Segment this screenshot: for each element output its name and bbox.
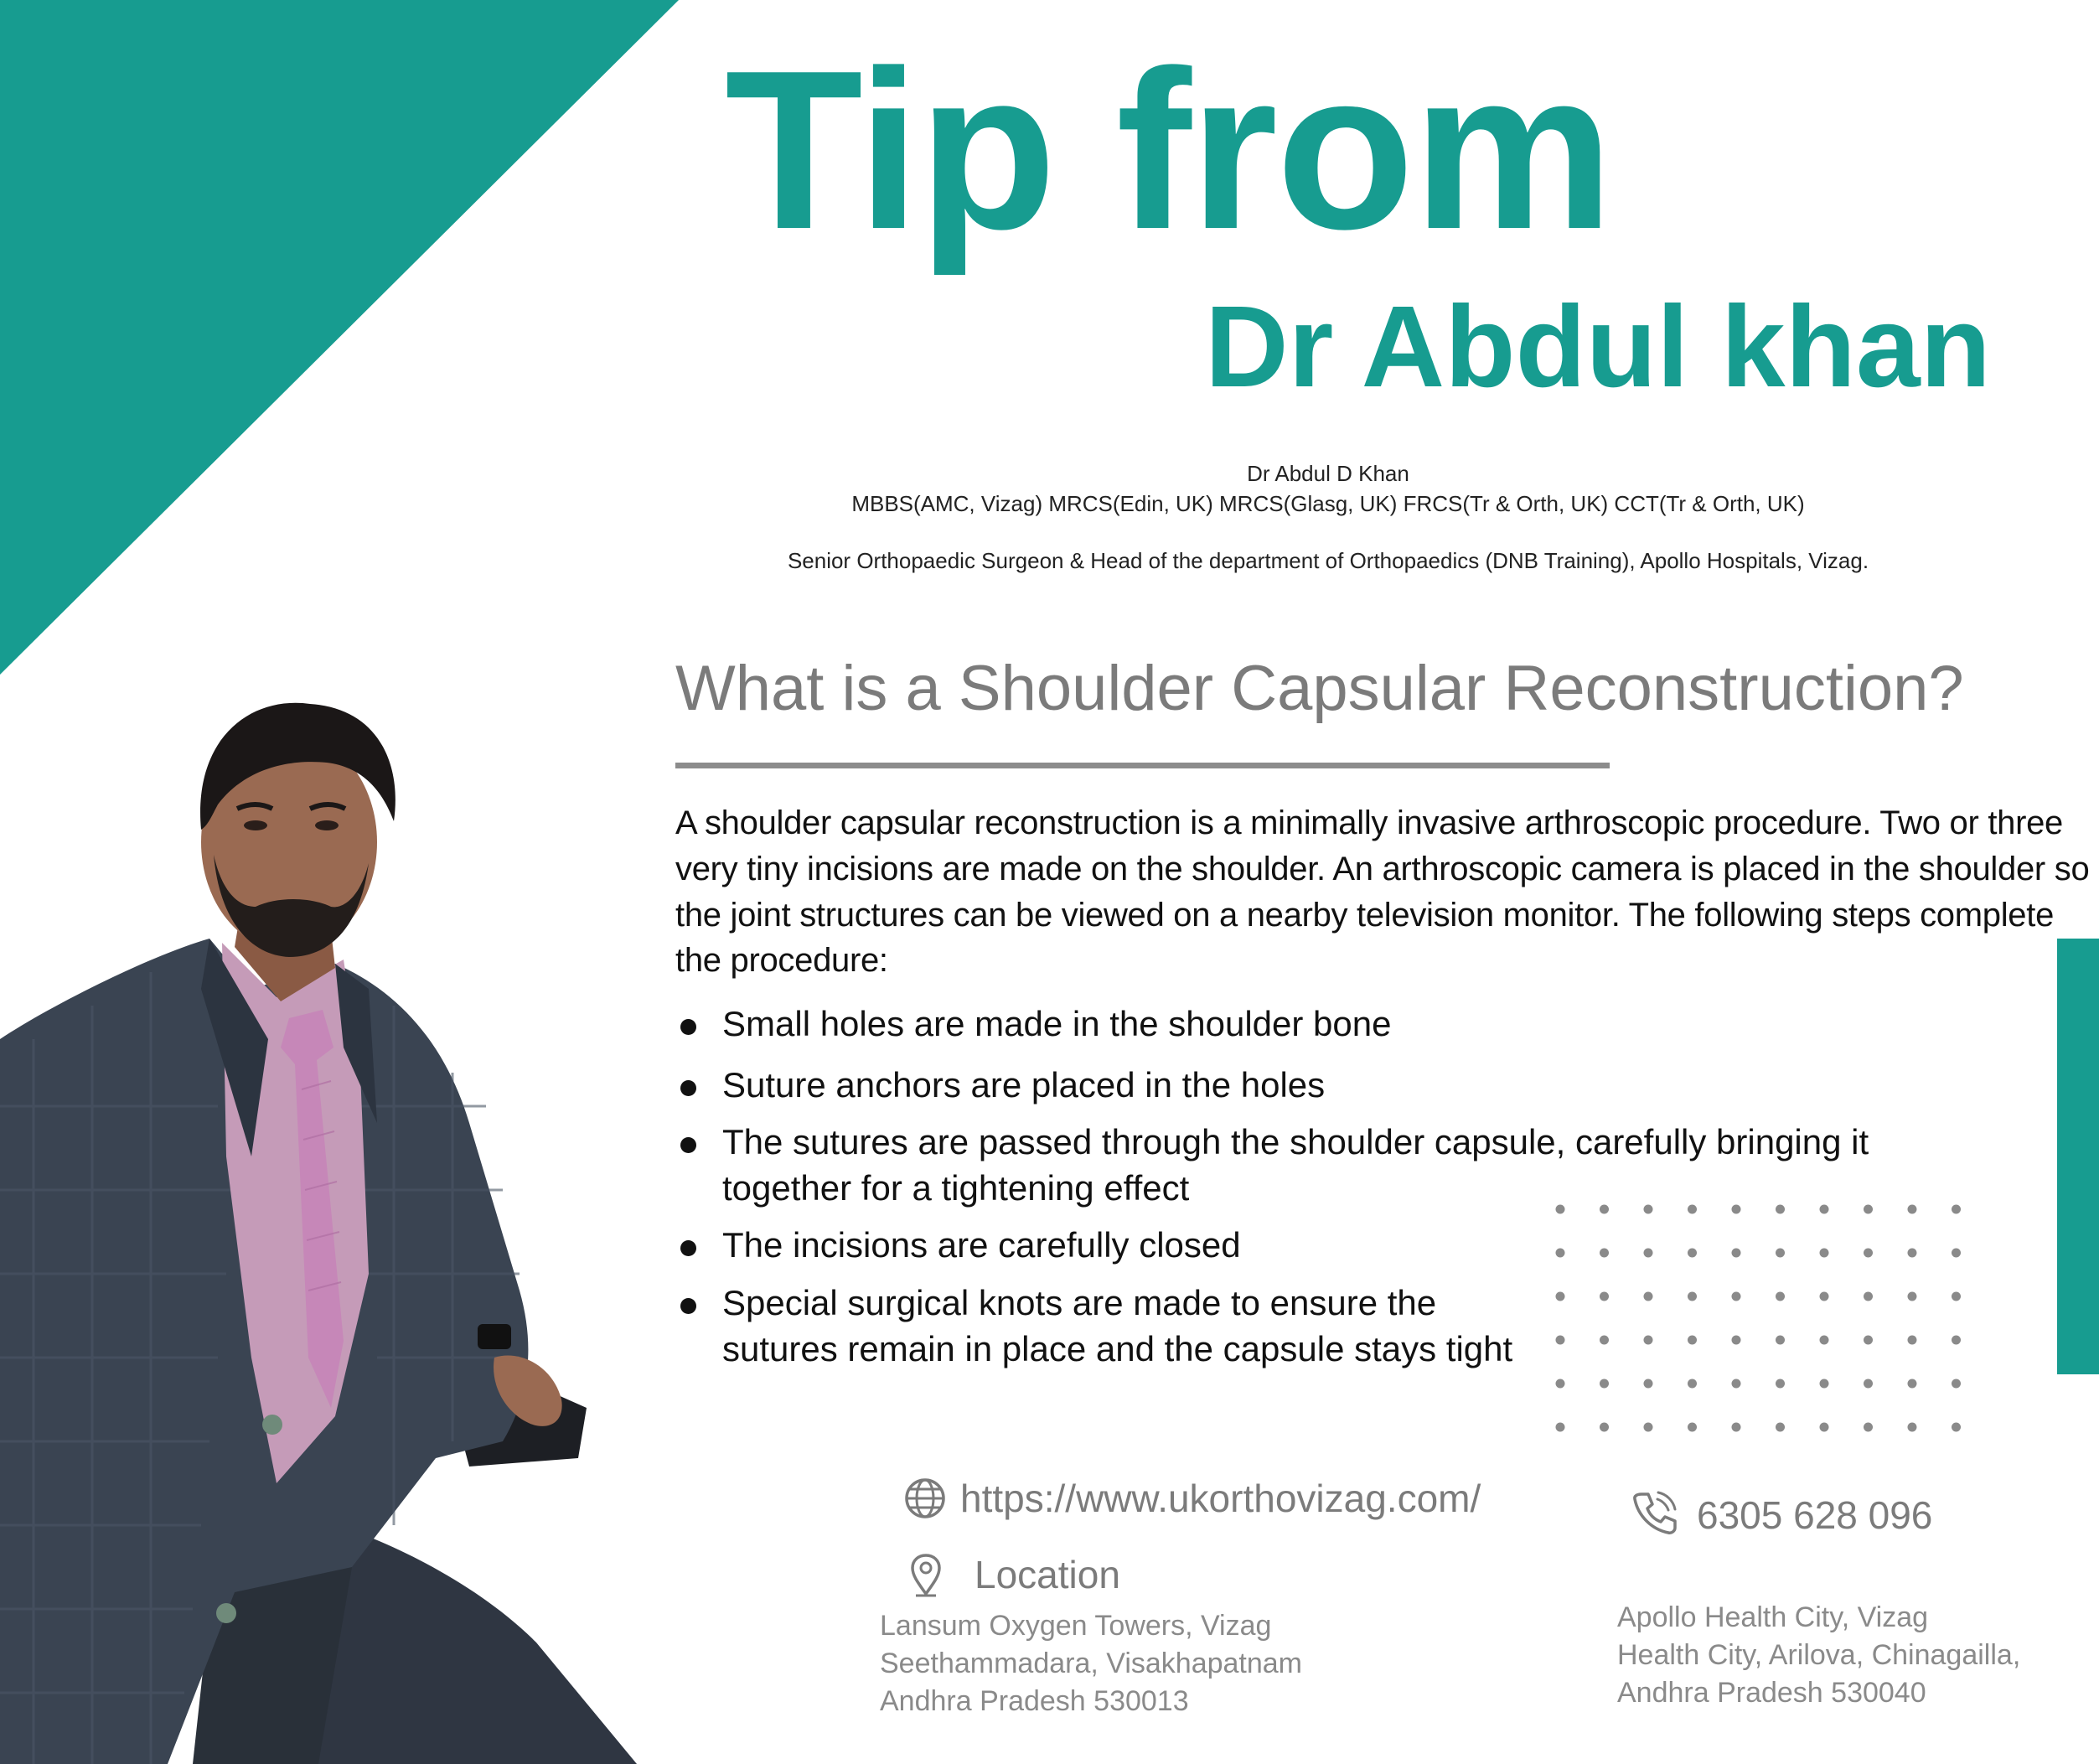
dot-grid-decoration — [1542, 1194, 1978, 1437]
grid-dot — [1952, 1379, 1961, 1389]
bullet-icon — [680, 1240, 696, 1256]
grid-dot — [1820, 1205, 1829, 1214]
grid-dot — [1864, 1379, 1873, 1389]
doctor-degrees: MBBS(AMC, Vizag) MRCS(Edin, UK) MRCS(Glasg, UK) FRCS(Tr & Orth, UK) CCT(Tr & Orth, UK) — [851, 491, 1805, 516]
grid-dot — [1688, 1249, 1697, 1258]
phone-number[interactable]: 6305 628 096 — [1697, 1493, 1933, 1537]
grid-dot — [1688, 1379, 1697, 1389]
grid-dot — [1864, 1423, 1873, 1432]
globe-icon — [903, 1477, 947, 1520]
doctor-full-name: Dr Abdul D Khan — [1247, 461, 1409, 486]
grid-dot — [1556, 1423, 1565, 1432]
bullet-icon — [680, 1298, 696, 1314]
grid-dot — [1600, 1205, 1609, 1214]
grid-dot — [1644, 1249, 1653, 1258]
step-text: Small holes are made in the shoulder bone — [722, 1004, 1392, 1043]
grid-dot — [1644, 1379, 1653, 1389]
doctor-photo — [0, 687, 637, 1764]
grid-dot — [1908, 1379, 1917, 1389]
title-doctor-name: Dr Abdul khan — [1205, 282, 1991, 411]
grid-dot — [1600, 1379, 1609, 1389]
grid-dot — [1688, 1292, 1697, 1301]
grid-dot — [1820, 1379, 1829, 1389]
grid-dot — [1776, 1292, 1785, 1301]
grid-dot — [1732, 1292, 1741, 1301]
grid-dot — [1908, 1292, 1917, 1301]
grid-dot — [1776, 1249, 1785, 1258]
address-vizag-seethammadara — [880, 1607, 1302, 1721]
grid-dot — [1820, 1336, 1829, 1345]
grid-dot — [1952, 1205, 1961, 1214]
grid-dot — [1952, 1423, 1961, 1432]
grid-dot — [1908, 1336, 1917, 1345]
grid-dot — [1908, 1423, 1917, 1432]
grid-dot — [1644, 1292, 1653, 1301]
grid-dot — [1556, 1205, 1565, 1214]
list-item — [675, 1001, 1728, 1048]
grid-dot — [1556, 1336, 1565, 1345]
bullet-icon — [680, 1019, 696, 1035]
grid-dot — [1600, 1336, 1609, 1345]
grid-dot — [1732, 1379, 1741, 1389]
grid-dot — [1732, 1249, 1741, 1258]
grid-dot — [1864, 1249, 1873, 1258]
grid-dot — [1556, 1249, 1565, 1258]
grid-dot — [1644, 1336, 1653, 1345]
article-intro: A shoulder capsular reconstruction is a minimally invasive arthroscopic procedure. Two or three very tiny incisions are made on the shoulder. An arthroscopic camera is placed in the shoulder so the joint structures can be viewed on a nearby television monitor. The following steps complete the procedure: — [675, 804, 2090, 980]
grid-dot — [1688, 1423, 1697, 1432]
step-text: Special surgical knots are made to ensure the sutures remain in place and the capsule stays tight — [722, 1282, 1513, 1368]
grid-dot — [1908, 1205, 1917, 1214]
step-text: Suture anchors are placed in the holes — [722, 1064, 1326, 1104]
grid-dot — [1776, 1379, 1785, 1389]
grid-dot — [1732, 1423, 1741, 1432]
grid-dot — [1644, 1423, 1653, 1432]
grid-dot — [1864, 1292, 1873, 1301]
grid-dot — [1732, 1205, 1741, 1214]
grid-dot — [1776, 1336, 1785, 1345]
grid-dot — [1600, 1423, 1609, 1432]
grid-dot — [1864, 1336, 1873, 1345]
grid-dot — [1864, 1205, 1873, 1214]
location-label: Location — [975, 1553, 1120, 1596]
phone-icon — [1630, 1487, 1680, 1538]
address-line: Health City, Arilova, Chinagailla, — [1617, 1639, 2021, 1672]
grid-dot — [1644, 1205, 1653, 1214]
address-line: Lansum Oxygen Towers, Vizag — [880, 1610, 1272, 1642]
address-line: Apollo Health City, Vizag — [1617, 1601, 1929, 1633]
grid-dot — [1820, 1249, 1829, 1258]
address-line: Seethammadara, Visakhapatnam — [880, 1648, 1303, 1680]
grid-dot — [1908, 1249, 1917, 1258]
grid-dot — [1688, 1205, 1697, 1214]
title-tip-from: Tip from — [725, 24, 1612, 277]
grid-dot — [1952, 1336, 1961, 1345]
grid-dot — [1688, 1336, 1697, 1345]
step-text: The sutures are passed through the shoulder capsule, carefully bringing it together for a tightening effect — [722, 1122, 1869, 1208]
grid-dot — [1776, 1205, 1785, 1214]
grid-dot — [1776, 1423, 1785, 1432]
grid-dot — [1556, 1292, 1565, 1301]
grid-dot — [1952, 1292, 1961, 1301]
list-item — [675, 1063, 1983, 1109]
map-pin-icon — [909, 1552, 943, 1599]
step-text: The incisions are carefully closed — [722, 1225, 1241, 1265]
grid-dot — [1820, 1292, 1829, 1301]
address-apollo-health-city — [1617, 1599, 2020, 1713]
grid-dot — [1600, 1249, 1609, 1258]
grid-dot — [1556, 1379, 1565, 1389]
bullet-icon — [680, 1137, 696, 1153]
website-link[interactable]: https://www.ukorthovizag.com/ — [960, 1477, 1481, 1520]
bullet-icon — [680, 1080, 696, 1096]
side-accent-bar — [2057, 939, 2099, 1374]
address-line: Andhra Pradesh 530040 — [1617, 1677, 1926, 1710]
grid-dot — [1732, 1336, 1741, 1345]
heading-divider — [675, 763, 1610, 768]
grid-dot — [1820, 1423, 1829, 1432]
address-line: Andhra Pradesh 530013 — [880, 1685, 1189, 1718]
grid-dot — [1952, 1249, 1961, 1258]
grid-dot — [1600, 1292, 1609, 1301]
doctor-position: Senior Orthopaedic Surgeon & Head of the department of Orthopaedics (DNB Training), Apollo Hospitals, Vizag. — [787, 548, 1869, 573]
list-item — [675, 1280, 1560, 1372]
corner-triangle-decoration — [0, 0, 679, 675]
article-heading: What is a Shoulder Capsular Reconstruction? — [675, 653, 1964, 724]
